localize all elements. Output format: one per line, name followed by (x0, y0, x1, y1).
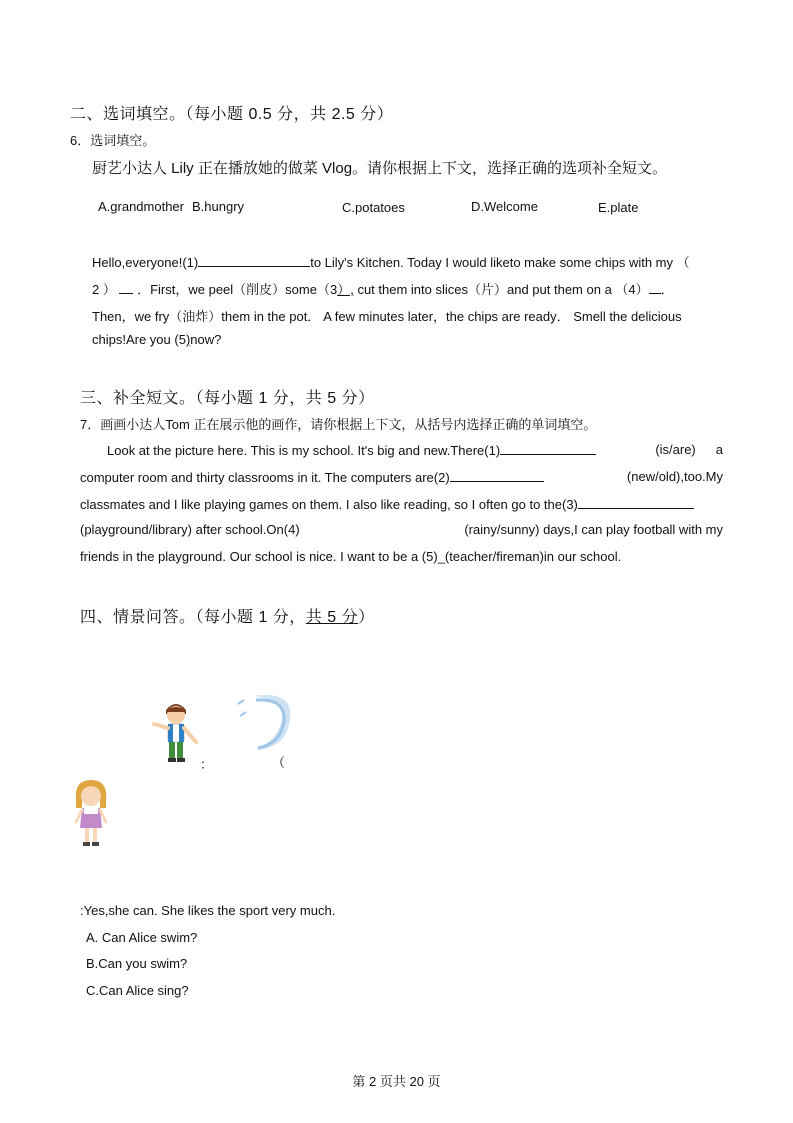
blank-1[interactable] (500, 442, 596, 455)
text-segment: Look at the picture here. This is my school. It's big and new.There(1) (107, 443, 501, 458)
text-segment: 共 5 分 (305, 609, 359, 626)
choice-a: A. Can Alice swim? (86, 930, 198, 945)
passage-1-line-2 (92, 279, 674, 298)
option-b: B.hungry (192, 199, 245, 214)
passage-1-line-4 (92, 332, 221, 347)
section-2-heading: 二、选词填空。（每小题 0.5 分，共 2.5 分） (70, 106, 394, 123)
text-segment: 四、情景问答。（每小题 1 分， (80, 609, 306, 626)
text-segment: (playground/library) after school.On(4) (80, 522, 300, 537)
option-d: D.Welcome (471, 199, 538, 214)
passage-2-line-4 (80, 522, 723, 537)
text-segment: ． (660, 282, 674, 297)
option-c: C.potatoes (342, 200, 405, 215)
text-segment: (rainy/sunny) days,I can play football with my (464, 522, 723, 537)
choice-b: B.Can you swim? (86, 956, 188, 971)
blank-3[interactable]: ）, (337, 282, 354, 297)
text-segment: chips!Are you (5 (92, 332, 186, 347)
question-title: 画画小达人Tom 正在展示他的画作，请你根据上下文，从括号内选择正确的单词填空。 (100, 417, 597, 432)
blank-4[interactable] (649, 281, 661, 294)
text-segment: ．First，we peel（削皮）some（3 (137, 282, 338, 297)
text-segment: ） (358, 609, 375, 626)
text-segment: computer room and thirty classrooms in it. The computers are(2) (80, 470, 450, 485)
choice-c: C.Can Alice sing? (86, 983, 189, 998)
question-title: 选词填空。 (90, 133, 156, 148)
passage-2-line-1 (80, 442, 723, 458)
text-segment: Hello,everyone!(1) (92, 255, 199, 270)
blank-2[interactable] (119, 281, 133, 294)
passage-2-line-5: friends in the playground. Our school is nice. I want to be a (5)_(teacher/fireman)in our school. (80, 549, 622, 564)
swim-wave-icon (234, 690, 298, 754)
passage-2-line-2 (80, 469, 723, 485)
text-segment: cut them into slices（片）and put them on a （4） (357, 282, 649, 297)
text-segment: now? (190, 332, 222, 347)
blank-1[interactable] (198, 254, 310, 267)
question-6-title (70, 130, 155, 149)
text-segment: (is/are) (655, 442, 696, 457)
text-segment: a (715, 442, 723, 457)
paren-text: （ (272, 755, 286, 770)
text-segment: (new/old),too.My (626, 469, 723, 484)
answer-text: :Yes,she can. She likes the sport very much. (80, 903, 336, 918)
question-number: 6． (70, 133, 91, 148)
option-e: E.plate (598, 200, 639, 215)
girl-icon (70, 778, 112, 850)
blank-3[interactable] (578, 496, 694, 509)
passage-2-line-3 (80, 496, 694, 512)
text-segment: 2 ） (92, 282, 116, 297)
text-segment (80, 442, 596, 458)
colon-text: ： (200, 757, 214, 772)
question-number: 7． (80, 417, 101, 432)
page-footer: 第 2 页共 20 页 (352, 1074, 441, 1089)
section-3-heading: 三、补全短文。（每小题 1 分，共 5 分） (80, 390, 375, 407)
option-a: A.grandmother (98, 199, 184, 214)
question-6-intro: 厨艺小达人 Lily 正在播放她的做菜 Vlog。请你根据上下文，选择正确的选项补全短文。 (92, 160, 668, 177)
text-segment: to Lily's Kitchen. Today I would liketo make some chips with my （ (310, 255, 690, 270)
text-segment: classmates and I like playing games on them. I also like reading, so I often go to the(3) (80, 497, 578, 512)
passage-1-line-3: Then，we fry（油炸）them in the pot． A few minutes later，the chips are ready． Smell the delicious (92, 309, 682, 324)
passage-1-line-1 (92, 252, 690, 271)
text-segment (80, 469, 544, 485)
boy-icon (150, 698, 202, 766)
blank-2[interactable] (450, 469, 544, 482)
question-7-intro (80, 414, 596, 433)
blank-5[interactable]: ) (185, 332, 191, 347)
section-4-heading (80, 604, 375, 627)
